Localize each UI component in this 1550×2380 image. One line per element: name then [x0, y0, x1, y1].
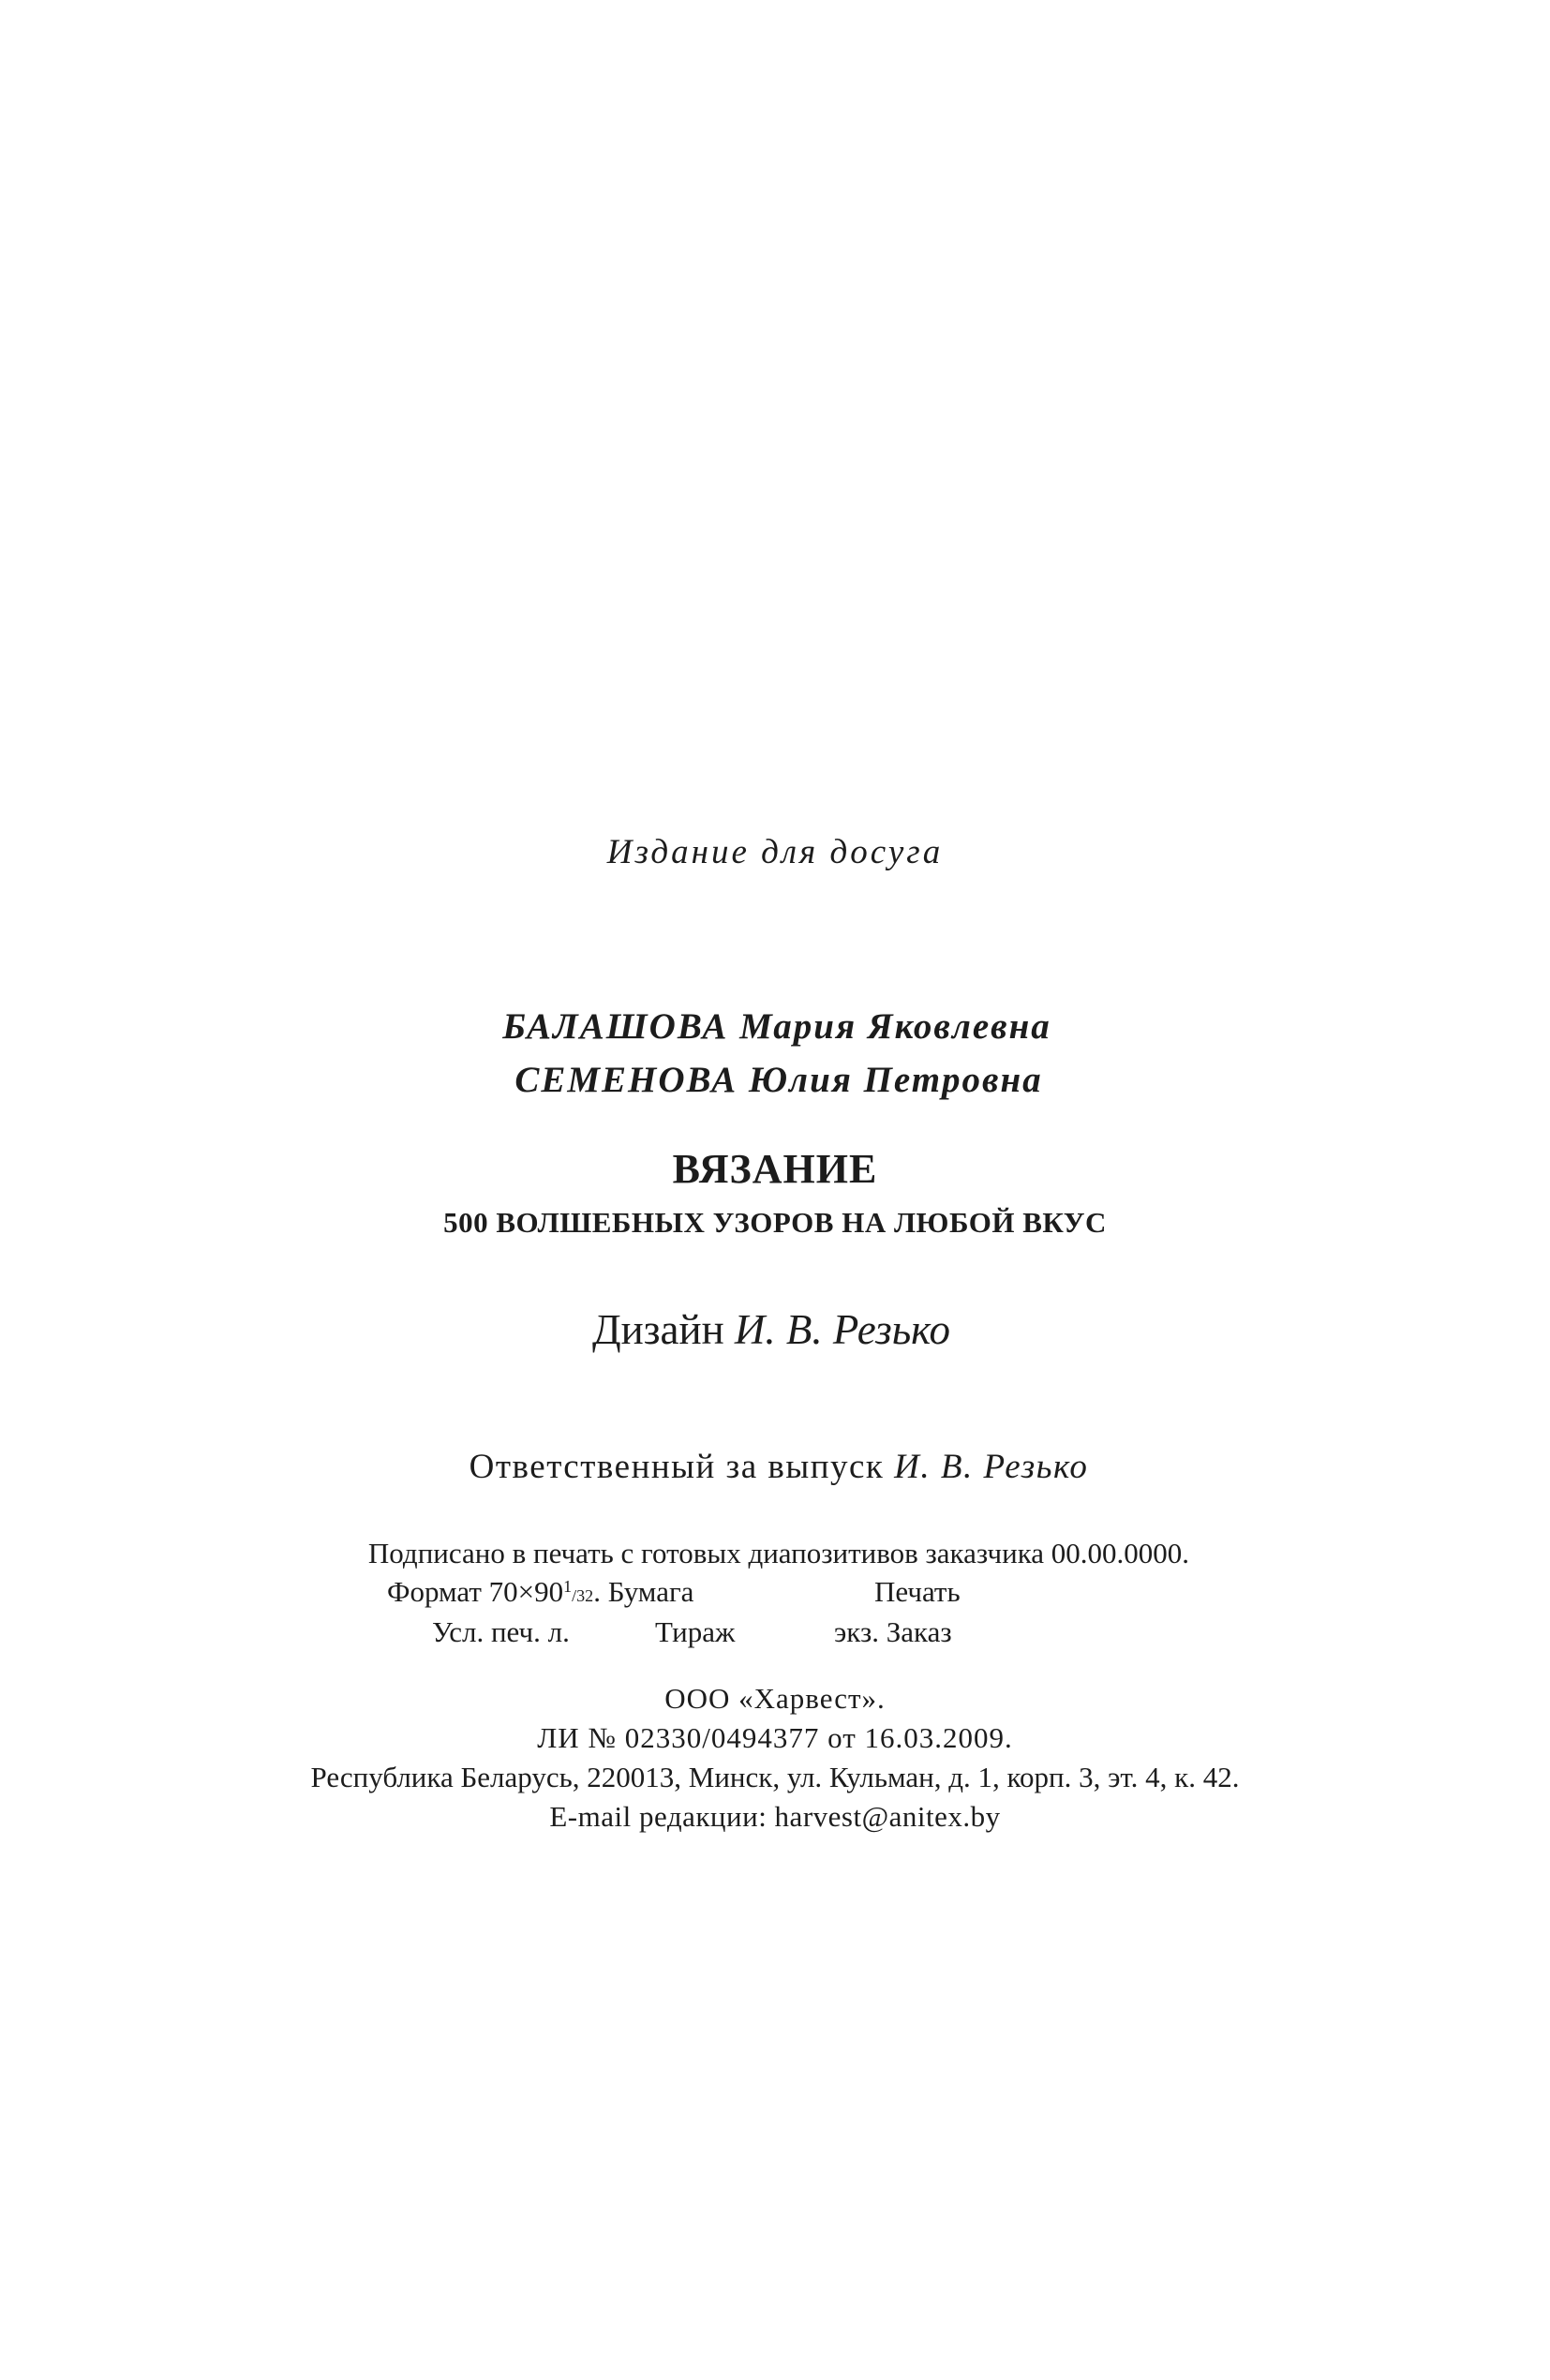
publisher-email: E-mail редакции: harvest@anitex.by — [549, 1800, 1001, 1833]
format-line — [0, 1575, 1550, 1613]
publisher-name: ООО «Харвест». — [664, 1682, 886, 1715]
print-label: Печать — [874, 1575, 961, 1608]
format-fraction-denominator: /32 — [572, 1586, 594, 1605]
signed-for-print: Подписано в печать с готовых диапозитивов заказчика 00.00.0000. — [367, 1537, 1190, 1569]
copies-order-label: экз. Заказ — [834, 1615, 952, 1648]
edition-type: Издание для досуга — [606, 833, 944, 871]
responsible-credit — [4, 1447, 1550, 1487]
author-2-surname: СЕМЕНОВА — [514, 1060, 738, 1100]
responsible-name: И. В. Резько — [894, 1448, 1089, 1486]
author-2 — [4, 1059, 1550, 1101]
publisher-license: ЛИ № 02330/0494377 от 16.03.2009. — [537, 1721, 1013, 1754]
author-1-surname: БАЛАШОВА — [502, 1006, 729, 1047]
run-label: Тираж — [655, 1615, 736, 1648]
sheets-label: Усл. печ. л. — [432, 1615, 570, 1648]
format-fraction-numerator: 1 — [563, 1577, 573, 1596]
author-1-given-name: Мария Яковлевна — [739, 1006, 1051, 1047]
book-subtitle: 500 ВОЛШЕБНЫХ УЗОРОВ НА ЛЮБОЙ ВКУС — [443, 1206, 1107, 1239]
paper-label: . Бумага — [593, 1575, 694, 1608]
publisher-address: Республика Беларусь, 220013, Минск, ул. Кульман, д. 1, корп. 3, эт. 4, к. 42. — [310, 1761, 1240, 1793]
format-label: Формат 70×90 — [387, 1575, 564, 1608]
author-2-given-name: Юлия Петровна — [748, 1060, 1043, 1100]
responsible-label: Ответственный за выпуск — [469, 1448, 885, 1486]
book-title: ВЯЗАНИЕ — [672, 1146, 878, 1192]
sheets-line — [0, 1615, 1550, 1653]
format-paper — [387, 1575, 693, 1609]
author-1 — [2, 1005, 1550, 1048]
design-label: Дизайн — [591, 1306, 724, 1353]
designer-name: И. В. Резько — [734, 1306, 951, 1353]
design-credit — [0, 1305, 1546, 1354]
